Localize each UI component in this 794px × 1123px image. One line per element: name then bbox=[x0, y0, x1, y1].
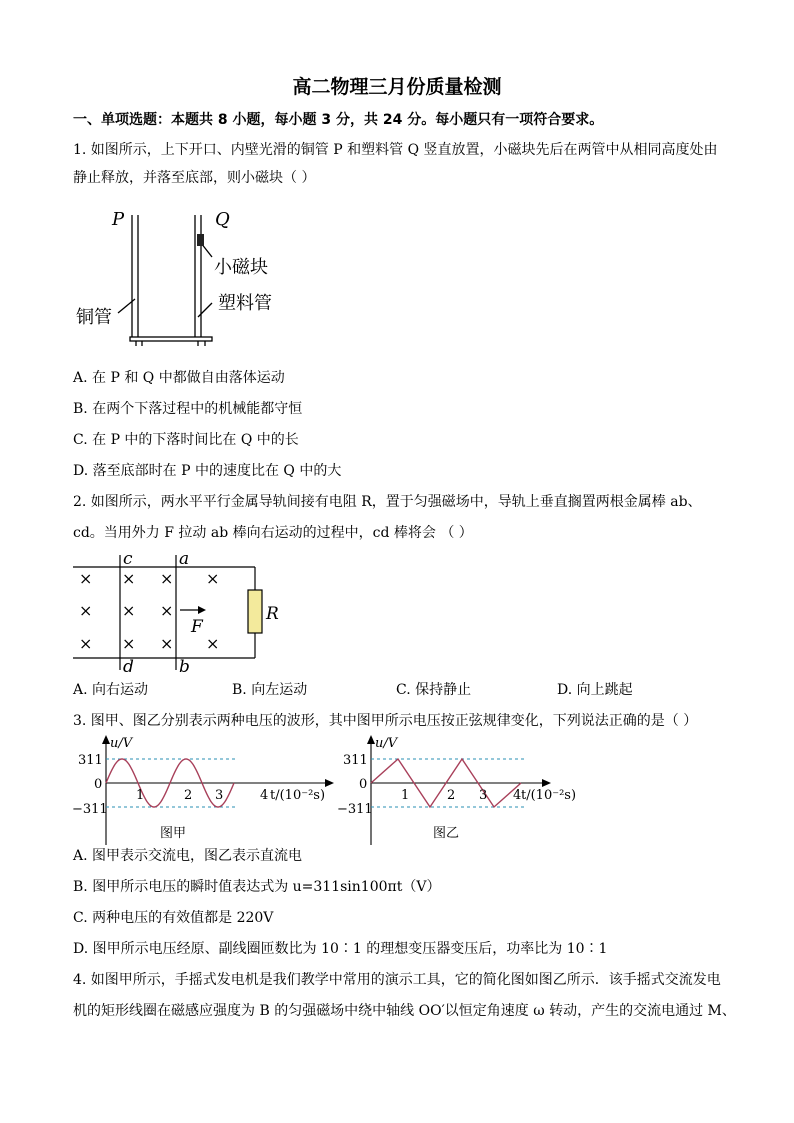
q2-option-d: D. 向上跳起 bbox=[557, 682, 633, 698]
xtick-2: 2 bbox=[184, 788, 193, 803]
xtick-1: 1 bbox=[136, 788, 145, 803]
xtick-4: 4 bbox=[260, 788, 269, 803]
q2-figure bbox=[70, 550, 290, 675]
label-b: b bbox=[179, 657, 190, 677]
xtick-3: 3 bbox=[479, 788, 488, 803]
graph-jia-xlabel: t/(10⁻²s) bbox=[270, 788, 326, 803]
q3-stem: 3. 图甲、图乙分别表示两种电压的波形，其中图甲所示电压按正弦规律变化，下列说法正确的是（ ） bbox=[73, 713, 698, 729]
base-plate bbox=[130, 337, 212, 341]
q2-option-c: C. 保持静止 bbox=[396, 682, 472, 698]
q1-option-c: C. 在 P 中的下落时间比在 Q 中的长 bbox=[73, 432, 299, 448]
q2-option-a: A. 向右运动 bbox=[73, 682, 149, 698]
graph-jia-ylabel: u/V bbox=[110, 736, 133, 751]
section-heading: 一、单项选题：本题共 8 小题，每小题 3 分，共 24 分。每小题只有一项符合要求。 bbox=[73, 112, 604, 128]
field-mark: × bbox=[122, 601, 136, 620]
graph-yi-ylabel: u/V bbox=[375, 736, 398, 751]
ytick-zero: 0 bbox=[359, 777, 368, 792]
label-r: R bbox=[266, 604, 279, 624]
label-d: d bbox=[123, 657, 134, 677]
graph-jia bbox=[70, 733, 340, 848]
xtick-2: 2 bbox=[447, 788, 456, 803]
field-mark: × bbox=[122, 634, 136, 653]
q2-stem-line1: 2. 如图所示，两水平平行金属导轨间接有电阻 R，置于匀强磁场中，导轨上垂直搁置两根金属棒 ab、 bbox=[73, 494, 702, 510]
q1-stem-line2: 静止释放，并落至底部，则小磁块（ ） bbox=[73, 170, 316, 186]
q3-option-c: C. 两种电压的有效值都是 220V bbox=[73, 910, 274, 926]
ytick-top: 311 bbox=[78, 753, 103, 768]
q2-stem-line2: cd。当用外力 F 拉动 ab 棒向右运动的过程中，cd 棒将会 （ ） bbox=[73, 525, 473, 541]
label-q: Q bbox=[215, 209, 230, 230]
field-mark: × bbox=[160, 601, 174, 620]
q1-figure bbox=[70, 205, 300, 355]
xtick-4: 4 bbox=[513, 788, 522, 803]
field-mark: × bbox=[206, 569, 220, 588]
magnet-block bbox=[197, 234, 204, 246]
ytick-top: 311 bbox=[343, 753, 368, 768]
q3-option-d: D. 图甲所示电压经原、副线圈匝数比为 10∶1 的理想变压器变压后，功率比为 10∶1 bbox=[73, 941, 608, 957]
plastic-pointer bbox=[198, 303, 212, 317]
q1-option-b: B. 在两个下落过程中的机械能都守恒 bbox=[73, 401, 303, 417]
xtick-1: 1 bbox=[401, 788, 410, 803]
label-copper: 铜管 bbox=[76, 307, 112, 328]
field-mark: × bbox=[79, 634, 93, 653]
label-f: F bbox=[191, 617, 203, 637]
label-magnet: 小磁块 bbox=[214, 257, 268, 278]
field-mark: × bbox=[122, 569, 136, 588]
ytick-bottom: −311 bbox=[337, 802, 373, 817]
label-p: P bbox=[112, 209, 125, 230]
q1-option-a: A. 在 P 和 Q 中都做自由落体运动 bbox=[73, 370, 285, 386]
q2-option-b: B. 向左运动 bbox=[232, 682, 308, 698]
resistor-body bbox=[248, 590, 262, 633]
ytick-zero: 0 bbox=[94, 777, 103, 792]
q3-option-a: A. 图甲表示交流电，图乙表示直流电 bbox=[73, 848, 303, 864]
label-plastic: 塑料管 bbox=[218, 293, 272, 314]
field-mark: × bbox=[79, 601, 93, 620]
graph-yi-xlabel: t/(10⁻²s) bbox=[521, 788, 577, 803]
graph-yi bbox=[335, 733, 605, 848]
field-mark: × bbox=[160, 569, 174, 588]
graph-jia-caption: 图甲 bbox=[160, 826, 187, 841]
q4-stem-line1: 4. 如图甲所示，手摇式发电机是我们教学中常用的演示工具，它的简化图如图乙所示．该手摇式交流发电 bbox=[73, 972, 721, 988]
xtick-3: 3 bbox=[215, 788, 224, 803]
field-mark: × bbox=[79, 569, 93, 588]
page-title: 高二物理三月份质量检测 bbox=[292, 76, 502, 98]
q1-option-d: D. 落至底部时在 P 中的速度比在 Q 中的大 bbox=[73, 463, 342, 479]
label-c: c bbox=[123, 549, 133, 569]
label-a: a bbox=[179, 549, 190, 569]
q1-stem-line1: 1. 如图所示，上下开口、内壁光滑的铜管 P 和塑料管 Q 竖直放置，小磁块先后在两管中从相同高度处由 bbox=[73, 142, 718, 158]
field-mark: × bbox=[206, 634, 220, 653]
q4-stem-line2: 机的矩形线圈在磁感应强度为 B 的匀强磁场中绕中轴线 OO′以恒定角速度 ω 转动，产生的交流电通过 M、 bbox=[73, 1003, 736, 1019]
ytick-bottom: −311 bbox=[72, 802, 108, 817]
field-mark: × bbox=[160, 634, 174, 653]
graph-yi-caption: 图乙 bbox=[433, 826, 460, 841]
q3-option-b: B. 图甲所示电压的瞬时值表达式为 u=311sin100πt（V） bbox=[73, 879, 441, 895]
